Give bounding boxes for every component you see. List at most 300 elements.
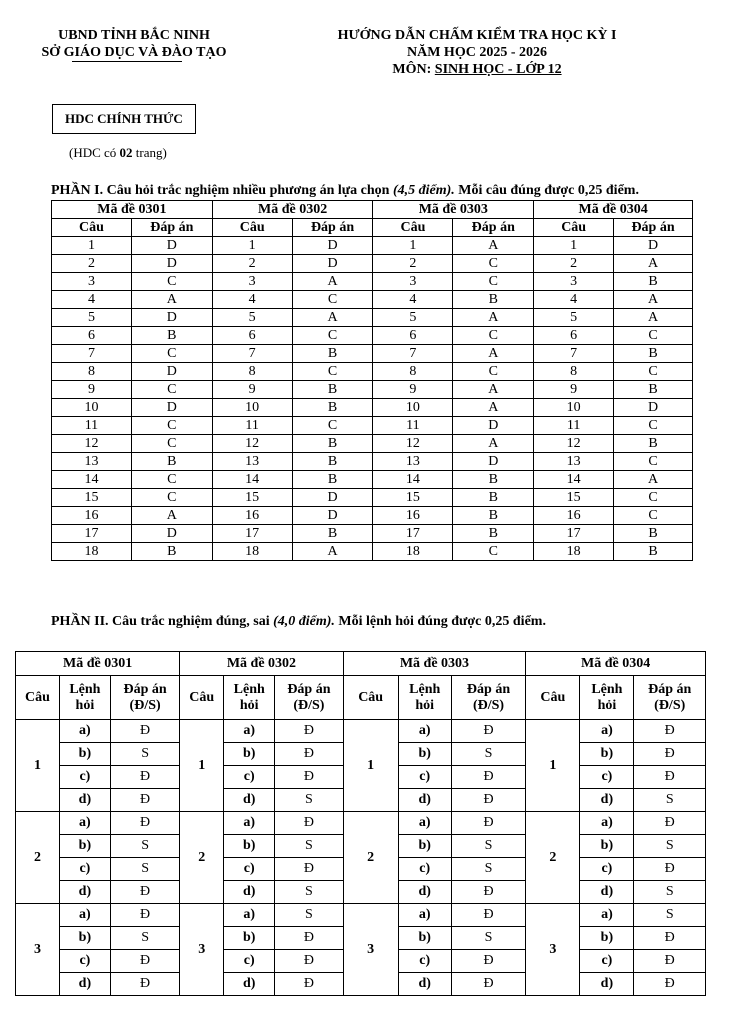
sub-question-label: b) (580, 835, 634, 858)
part1-title (51, 183, 639, 199)
answer-cell: S (451, 743, 526, 766)
question-number: 1 (373, 237, 453, 255)
table-row (52, 471, 693, 489)
col-command: Lệnh hỏi (224, 676, 275, 720)
question-number: 18 (534, 543, 614, 561)
sub-question-label: c) (224, 858, 275, 881)
answer-cell: B (292, 471, 373, 489)
question-number: 4 (534, 291, 614, 309)
sub-question-label: c) (580, 858, 634, 881)
sub-question-label: c) (398, 766, 451, 789)
table-row (52, 327, 693, 345)
question-number: 2 (52, 255, 132, 273)
question-number: 12 (212, 435, 292, 453)
code-header: Mã đề 0303 (373, 201, 534, 219)
answer-cell: S (451, 927, 526, 950)
question-number: 10 (52, 399, 132, 417)
question-number: 6 (52, 327, 132, 345)
question-number: 15 (52, 489, 132, 507)
answer-cell: Đ (110, 881, 179, 904)
answer-cell: Đ (110, 720, 179, 743)
answer-cell: A (453, 435, 534, 453)
sub-question-label: d) (59, 973, 110, 996)
answer-cell: C (614, 453, 693, 471)
part1-points: (4,5 điểm). (392, 183, 455, 198)
table-row (52, 273, 693, 291)
table-row (16, 812, 706, 835)
answer-cell: S (634, 789, 706, 812)
sub-question-label: a) (224, 720, 275, 743)
sub-question-label: b) (59, 927, 110, 950)
subject-name: SINH HỌC - LỚP 12 (434, 62, 562, 77)
answer-cell: C (453, 363, 534, 381)
sub-question-label: b) (59, 835, 110, 858)
question-number: 3 (534, 273, 614, 291)
answer-cell: S (275, 881, 343, 904)
answer-cell: S (110, 927, 179, 950)
sub-question-label: a) (398, 904, 451, 927)
question-number: 12 (373, 435, 453, 453)
question-number: 15 (373, 489, 453, 507)
answer-cell: B (453, 489, 534, 507)
table-row (52, 417, 693, 435)
pages-note-suffix: trang) (132, 145, 167, 160)
sub-question-label: c) (59, 950, 110, 973)
sub-question-label: d) (398, 973, 451, 996)
sub-question-label: c) (398, 950, 451, 973)
answer-cell: A (614, 291, 693, 309)
answer-cell: C (614, 363, 693, 381)
answer-cell: D (292, 255, 373, 273)
sub-question-label: d) (224, 881, 275, 904)
answer-cell: D (131, 309, 212, 327)
answer-cell: Đ (634, 973, 706, 996)
sub-question-label: c) (224, 950, 275, 973)
question-number: 17 (534, 525, 614, 543)
answer-cell: Đ (451, 766, 526, 789)
school-year: NĂM HỌC 2025 - 2026 (407, 45, 547, 60)
question-number: 14 (534, 471, 614, 489)
answer-cell: Đ (275, 973, 343, 996)
question-number: 1 (534, 237, 614, 255)
question-number: 2 (343, 812, 398, 904)
question-number: 14 (52, 471, 132, 489)
table-row (16, 720, 706, 743)
sub-question-label: a) (580, 720, 634, 743)
question-number: 4 (52, 291, 132, 309)
part1-answer-table (51, 200, 693, 561)
table-row (16, 904, 706, 927)
answer-cell: Đ (634, 950, 706, 973)
answer-cell: S (451, 858, 526, 881)
answer-cell: D (453, 417, 534, 435)
sub-question-label: a) (580, 904, 634, 927)
code-header: Mã đề 0302 (180, 652, 343, 676)
table-row (52, 453, 693, 471)
answer-cell: D (131, 399, 212, 417)
table-row (52, 525, 693, 543)
question-number: 13 (212, 453, 292, 471)
answer-cell: Đ (451, 789, 526, 812)
answer-cell: Đ (110, 789, 179, 812)
answer-cell: B (614, 273, 693, 291)
header-right (292, 27, 662, 78)
question-number: 6 (373, 327, 453, 345)
answer-cell: B (292, 453, 373, 471)
col-question: Câu (212, 219, 292, 237)
question-number: 4 (373, 291, 453, 309)
sub-question-label: d) (580, 881, 634, 904)
answer-cell: D (131, 525, 212, 543)
answer-cell: Đ (451, 950, 526, 973)
sub-question-label: a) (59, 720, 110, 743)
question-number: 13 (373, 453, 453, 471)
code-header: Mã đề 0302 (212, 201, 373, 219)
answer-cell: C (292, 327, 373, 345)
answer-cell: C (131, 381, 212, 399)
answer-cell: S (634, 904, 706, 927)
question-number: 8 (534, 363, 614, 381)
answer-cell: S (275, 835, 343, 858)
answer-cell: D (292, 507, 373, 525)
answer-cell: C (614, 417, 693, 435)
col-question: Câu (16, 676, 60, 720)
question-number: 3 (212, 273, 292, 291)
sub-question-label: c) (224, 766, 275, 789)
answer-cell: C (131, 471, 212, 489)
sub-question-label: d) (224, 973, 275, 996)
question-number: 16 (212, 507, 292, 525)
answer-cell: A (453, 309, 534, 327)
answer-cell: S (634, 881, 706, 904)
sub-question-label: a) (224, 904, 275, 927)
sub-question-label: b) (398, 743, 451, 766)
code-header: Mã đề 0301 (16, 652, 180, 676)
answer-cell: Đ (275, 766, 343, 789)
table-row (52, 381, 693, 399)
question-number: 1 (52, 237, 132, 255)
question-number: 3 (52, 273, 132, 291)
col-command: Lệnh hỏi (398, 676, 451, 720)
col-answer: Đáp án (Đ/S) (451, 676, 526, 720)
sub-question-label: c) (59, 858, 110, 881)
answer-cell: C (614, 489, 693, 507)
question-number: 7 (52, 345, 132, 363)
col-question: Câu (52, 219, 132, 237)
answer-cell: S (634, 835, 706, 858)
answer-cell: B (453, 507, 534, 525)
table-row (52, 435, 693, 453)
question-number: 7 (212, 345, 292, 363)
question-number: 1 (343, 720, 398, 812)
table-row (52, 399, 693, 417)
answer-cell: D (131, 237, 212, 255)
question-number: 10 (212, 399, 292, 417)
question-number: 10 (373, 399, 453, 417)
question-number: 9 (373, 381, 453, 399)
answer-cell: B (614, 381, 693, 399)
col-question: Câu (180, 676, 224, 720)
sub-question-label: b) (59, 743, 110, 766)
question-number: 11 (52, 417, 132, 435)
answer-cell: S (451, 835, 526, 858)
table-row (52, 489, 693, 507)
pages-count: 02 (119, 145, 133, 160)
question-number: 1 (526, 720, 580, 812)
answer-cell: Đ (634, 927, 706, 950)
answer-cell: Đ (110, 812, 179, 835)
col-answer: Đáp án (Đ/S) (634, 676, 706, 720)
answer-cell: C (131, 489, 212, 507)
question-number: 2 (373, 255, 453, 273)
answer-cell: Đ (451, 904, 526, 927)
question-number: 14 (212, 471, 292, 489)
answer-cell: B (131, 543, 212, 561)
answer-cell: B (131, 327, 212, 345)
question-number: 18 (373, 543, 453, 561)
question-number: 5 (52, 309, 132, 327)
question-number: 7 (373, 345, 453, 363)
sub-question-label: d) (580, 973, 634, 996)
answer-cell: D (453, 453, 534, 471)
answer-cell: A (453, 237, 534, 255)
question-number: 5 (534, 309, 614, 327)
question-number: 11 (373, 417, 453, 435)
answer-cell: S (110, 835, 179, 858)
answer-cell: A (453, 381, 534, 399)
answer-cell: S (110, 858, 179, 881)
doc-title: HƯỚNG DẪN CHẤM KIỂM TRA HỌC KỲ I (337, 28, 617, 43)
underline-divider (72, 61, 182, 62)
code-header: Mã đề 0301 (52, 201, 213, 219)
col-answer: Đáp án (453, 219, 534, 237)
question-number: 2 (180, 812, 224, 904)
sub-question-label: c) (59, 766, 110, 789)
answer-cell: A (292, 309, 373, 327)
sub-question-label: a) (59, 904, 110, 927)
part1-title-rest: Mỗi câu đúng được 0,25 điểm. (454, 183, 639, 198)
answer-cell: A (131, 507, 212, 525)
question-number: 14 (373, 471, 453, 489)
col-answer: Đáp án (131, 219, 212, 237)
question-number: 18 (212, 543, 292, 561)
question-number: 9 (534, 381, 614, 399)
answer-cell: Đ (634, 812, 706, 835)
sub-question-label: b) (224, 927, 275, 950)
answer-cell: Đ (110, 766, 179, 789)
question-number: 11 (212, 417, 292, 435)
sub-question-label: b) (580, 927, 634, 950)
answer-cell: Đ (275, 720, 343, 743)
col-answer: Đáp án (614, 219, 693, 237)
answer-cell: C (453, 255, 534, 273)
answer-cell: A (614, 309, 693, 327)
col-question: Câu (534, 219, 614, 237)
col-question: Câu (373, 219, 453, 237)
question-number: 7 (534, 345, 614, 363)
answer-cell: C (453, 273, 534, 291)
sub-question-label: d) (224, 789, 275, 812)
question-number: 2 (534, 255, 614, 273)
answer-cell: S (110, 743, 179, 766)
part2-title-main: PHẦN II. Câu trắc nghiệm đúng, sai (51, 614, 274, 629)
answer-cell: A (614, 255, 693, 273)
answer-cell: C (131, 345, 212, 363)
answer-cell: C (131, 435, 212, 453)
sub-question-label: b) (224, 835, 275, 858)
col-answer: Đáp án (292, 219, 373, 237)
question-number: 2 (212, 255, 292, 273)
answer-cell: Đ (110, 973, 179, 996)
province-name: UBND TỈNH BẮC NINH (58, 28, 210, 43)
answer-cell: A (614, 471, 693, 489)
department-name (24, 44, 244, 61)
answer-cell: Đ (634, 858, 706, 881)
answer-cell: C (614, 507, 693, 525)
question-number: 17 (373, 525, 453, 543)
sub-question-label: b) (224, 743, 275, 766)
answer-cell: D (292, 237, 373, 255)
sub-question-label: a) (398, 812, 451, 835)
answer-cell: B (614, 345, 693, 363)
answer-cell: B (292, 345, 373, 363)
col-command: Lệnh hỏi (59, 676, 110, 720)
answer-cell: D (614, 237, 693, 255)
answer-cell: Đ (275, 743, 343, 766)
answer-cell: A (453, 345, 534, 363)
sub-question-label: d) (580, 789, 634, 812)
answer-cell: Đ (451, 720, 526, 743)
col-question: Câu (343, 676, 398, 720)
question-number: 1 (16, 720, 60, 812)
sub-question-label: d) (59, 881, 110, 904)
question-number: 10 (534, 399, 614, 417)
answer-cell: B (292, 399, 373, 417)
sub-question-label: b) (580, 743, 634, 766)
question-number: 16 (534, 507, 614, 525)
question-number: 8 (212, 363, 292, 381)
sub-question-label: a) (580, 812, 634, 835)
question-number: 2 (16, 812, 60, 904)
question-number: 17 (212, 525, 292, 543)
question-number: 17 (52, 525, 132, 543)
answer-cell: Đ (110, 950, 179, 973)
question-number: 8 (52, 363, 132, 381)
department-label: SỞ GIÁO DỤC VÀ ĐÀO TẠO (41, 45, 227, 60)
answer-cell: B (292, 435, 373, 453)
question-number: 3 (373, 273, 453, 291)
answer-cell: C (131, 273, 212, 291)
answer-cell: S (275, 904, 343, 927)
part1-title-main: PHẦN I. Câu hỏi trắc nghiệm nhiều phương án lựa chọn (51, 183, 393, 198)
sub-question-label: d) (398, 881, 451, 904)
answer-cell: C (292, 363, 373, 381)
question-number: 12 (52, 435, 132, 453)
answer-cell: B (614, 435, 693, 453)
answer-cell: Đ (275, 950, 343, 973)
answer-cell: C (614, 327, 693, 345)
code-header: Mã đề 0304 (526, 652, 706, 676)
question-number: 18 (52, 543, 132, 561)
question-number: 1 (212, 237, 292, 255)
question-number: 6 (534, 327, 614, 345)
answer-cell: A (453, 399, 534, 417)
question-number: 8 (373, 363, 453, 381)
table-row (52, 363, 693, 381)
answer-cell: D (292, 489, 373, 507)
question-number: 5 (373, 309, 453, 327)
official-box: HDC CHÍNH THỨC (52, 104, 196, 134)
table-row (52, 237, 693, 255)
answer-cell: Đ (275, 858, 343, 881)
table-row (52, 543, 693, 561)
code-header: Mã đề 0303 (343, 652, 526, 676)
answer-cell: C (292, 417, 373, 435)
pages-note (69, 145, 167, 161)
part2-points: (4,0 điểm). (273, 614, 335, 629)
col-answer: Đáp án (Đ/S) (275, 676, 343, 720)
table-row (52, 309, 693, 327)
answer-cell: Đ (110, 904, 179, 927)
answer-cell: S (275, 789, 343, 812)
answer-cell: B (292, 525, 373, 543)
sub-question-label: b) (398, 927, 451, 950)
question-number: 4 (212, 291, 292, 309)
table-row (52, 345, 693, 363)
question-number: 11 (534, 417, 614, 435)
answer-cell: C (453, 327, 534, 345)
question-number: 3 (343, 904, 398, 996)
question-number: 15 (534, 489, 614, 507)
question-number: 1 (180, 720, 224, 812)
part2-title (51, 614, 546, 630)
question-number: 9 (52, 381, 132, 399)
answer-cell: Đ (634, 743, 706, 766)
question-number: 6 (212, 327, 292, 345)
question-number: 9 (212, 381, 292, 399)
answer-cell: C (131, 417, 212, 435)
sub-question-label: a) (59, 812, 110, 835)
answer-cell: Đ (451, 812, 526, 835)
answer-cell: A (131, 291, 212, 309)
sub-question-label: a) (224, 812, 275, 835)
table-row (52, 507, 693, 525)
answer-cell: B (614, 543, 693, 561)
answer-cell: B (614, 525, 693, 543)
sub-question-label: d) (398, 789, 451, 812)
col-command: Lệnh hỏi (580, 676, 634, 720)
sub-question-label: a) (398, 720, 451, 743)
sub-question-label: c) (398, 858, 451, 881)
answer-cell: B (453, 291, 534, 309)
part2-title-rest: Mỗi lệnh hỏi đúng được 0,25 điểm. (334, 614, 546, 629)
col-question: Câu (526, 676, 580, 720)
question-number: 12 (534, 435, 614, 453)
answer-cell: C (292, 291, 373, 309)
question-number: 2 (526, 812, 580, 904)
table-row (52, 291, 693, 309)
answer-cell: B (292, 381, 373, 399)
part2-answer-table (15, 651, 706, 996)
answer-cell: Đ (634, 766, 706, 789)
answer-cell: Đ (451, 881, 526, 904)
table-row (52, 255, 693, 273)
question-number: 5 (212, 309, 292, 327)
answer-cell: C (453, 543, 534, 561)
answer-cell: Đ (275, 812, 343, 835)
answer-cell: D (131, 363, 212, 381)
answer-cell: Đ (634, 720, 706, 743)
